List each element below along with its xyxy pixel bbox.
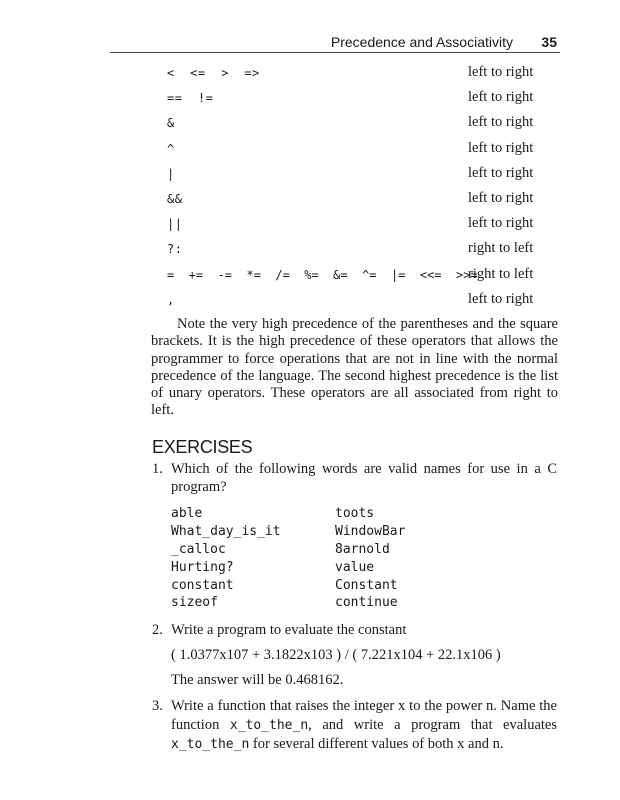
word: What_day_is_it — [171, 523, 281, 539]
operator-row — [167, 238, 567, 263]
operator-row — [167, 163, 567, 188]
associativity-cell: left to right — [468, 139, 534, 156]
list-item — [171, 595, 471, 613]
word: continue — [335, 595, 398, 611]
operator-table — [167, 62, 567, 314]
operator-cell: = += -= *= /= %= &= ^= |= <<= >>= — [167, 267, 478, 282]
operator-row — [167, 289, 567, 314]
word: value — [335, 559, 375, 575]
exercise-1 — [152, 461, 557, 496]
word-list — [171, 506, 471, 613]
list-item — [171, 506, 471, 524]
list-item — [171, 560, 471, 578]
exercise-number: 2. — [152, 622, 163, 638]
operator-cell: == != — [167, 91, 214, 106]
operator-row — [167, 138, 567, 163]
exercise-3 — [152, 697, 557, 755]
operator-cell: && — [167, 191, 183, 206]
list-item — [171, 542, 471, 560]
list-item — [171, 578, 471, 596]
operator-row — [167, 87, 567, 112]
list-item — [171, 524, 471, 542]
operator-row — [167, 213, 567, 238]
exercises-heading: EXERCISES — [152, 437, 253, 457]
associativity-cell: left to right — [468, 290, 534, 307]
header-title: Precedence and Associativity — [330, 34, 513, 50]
associativity-cell: left to right — [468, 189, 534, 206]
operator-cell: ?: — [167, 242, 183, 257]
exercise-text-part: for several different values of both x and n. — [249, 736, 504, 752]
operator-cell: || — [167, 217, 183, 232]
answer: The answer will be 0.468162. — [171, 672, 344, 688]
operator-row — [167, 62, 567, 87]
exercise-2 — [152, 622, 557, 640]
operator-cell: < <= > => — [167, 66, 260, 80]
function-name: x_to_the_n — [171, 737, 250, 752]
associativity-cell: right to left — [468, 240, 534, 257]
operator-cell: ^ — [167, 141, 175, 156]
exercise-text-part: Write a function that raises the integer x to the power n. Name the function — [171, 698, 557, 733]
operator-row — [167, 112, 567, 137]
page-number: 35 — [541, 34, 557, 50]
exercise-number: 3. — [152, 698, 163, 714]
operator-cell: & — [167, 116, 175, 131]
word: 8arnold — [335, 541, 390, 557]
exercise-text: Write a program to evaluate the constant — [171, 622, 407, 638]
expression: ( 1.0377x107 + 3.1822x103 ) / ( 7.221x104 + 22.1x106 ) — [171, 647, 501, 663]
word: Hurting? — [171, 559, 234, 575]
associativity-cell: right to left — [468, 265, 534, 282]
note-paragraph — [151, 316, 558, 420]
associativity-cell: left to right — [468, 114, 534, 131]
word: sizeof — [171, 595, 218, 611]
exercise-text — [171, 697, 557, 755]
word: toots — [335, 506, 375, 521]
word: constant — [171, 577, 234, 593]
associativity-cell: left to right — [468, 215, 534, 232]
associativity-cell: left to right — [468, 89, 534, 106]
word: _calloc — [171, 541, 226, 557]
exercise-number: 1. — [152, 461, 163, 477]
note-text: Note the very high precedence of the parentheses and the square brackets. It is the high precedence of these operators that allows the programmer to force operations that are not in line with the normal precedence of the language. The second highest precedence is the list of unary operators. These operators are all associated from right to left. — [151, 316, 558, 419]
word: able — [171, 506, 203, 521]
associativity-cell: left to right — [468, 64, 534, 80]
exercise-text: Which of the following words are valid names for use in a C program? — [171, 461, 557, 495]
associativity-cell: left to right — [468, 164, 534, 181]
operator-row — [167, 264, 567, 289]
operator-cell: , — [167, 292, 175, 307]
operator-cell: | — [167, 166, 175, 181]
exercise-text-part: , and write a program that evaluates — [308, 716, 557, 733]
word: Constant — [335, 577, 398, 593]
word: WindowBar — [335, 523, 406, 539]
running-header — [110, 34, 560, 53]
function-name: x_to_the_n — [229, 717, 309, 733]
operator-row — [167, 188, 567, 213]
